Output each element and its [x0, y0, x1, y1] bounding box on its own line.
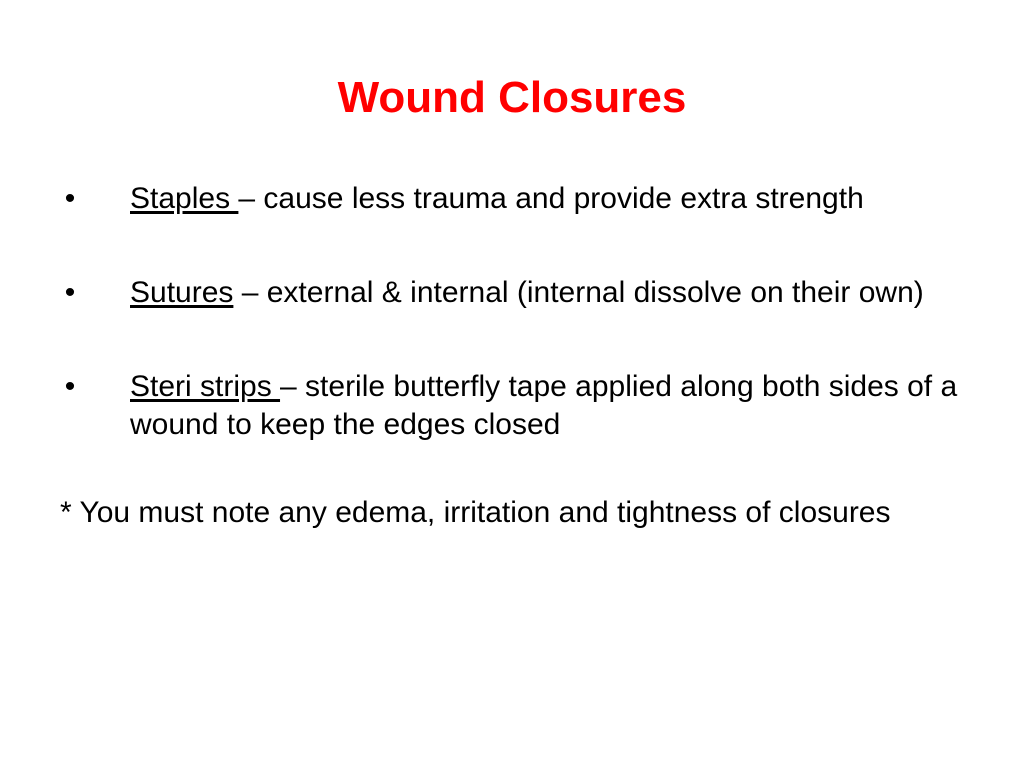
slide-body: [60, 180, 960, 532]
bullet-term: Steri strips: [130, 370, 281, 403]
bullet-icon: •: [64, 276, 76, 309]
bullet-icon: •: [64, 182, 76, 215]
bullet-item-staples: [60, 180, 960, 218]
bullet-text: – sterile butterfly tape applied along both sides of a wound to keep the edges closed: [130, 370, 958, 441]
bullet-item-steri-strips: [60, 368, 960, 444]
bullet-item-sutures: [60, 274, 960, 312]
bullet-icon: •: [64, 370, 76, 403]
slide-note: * You must note any edema, irritation and tightness of closures: [60, 496, 891, 529]
bullet-term: Staples: [130, 182, 239, 215]
bullet-text: – cause less trauma and provide extra strength: [238, 182, 864, 215]
bullet-text: – external & internal (internal dissolve on their own): [233, 276, 924, 309]
slide-title: Wound Closures: [337, 73, 687, 122]
bullet-term: Sutures: [130, 276, 234, 309]
